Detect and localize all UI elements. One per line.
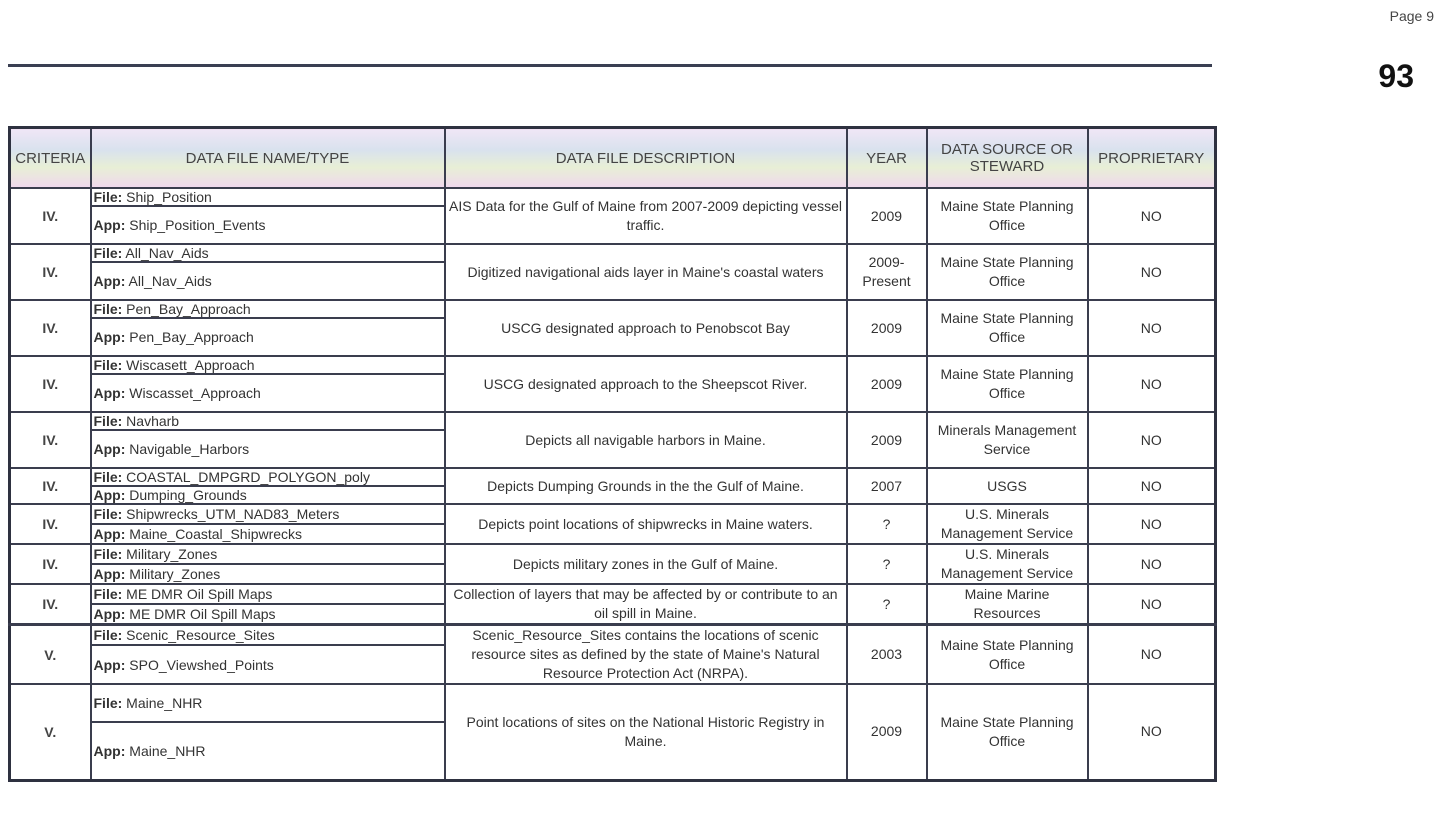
file-name-cell xyxy=(91,625,445,646)
app-name: Maine_NHR xyxy=(129,742,206,759)
app-name-cell xyxy=(91,645,445,684)
description-cell: USCG designated approach to the Sheepscot River. xyxy=(445,356,847,412)
file-prefix: File: xyxy=(93,695,123,711)
app-name-cell xyxy=(91,524,445,544)
app-name: ME DMR Oil Spill Maps xyxy=(129,605,276,622)
app-name-cell xyxy=(91,430,445,468)
file-prefix: File: xyxy=(93,245,123,261)
proprietary-cell: NO xyxy=(1088,468,1216,504)
app-prefix: App: xyxy=(93,217,126,233)
file-prefix: File: xyxy=(93,546,123,562)
file-prefix: File: xyxy=(93,469,123,485)
file-name-cell xyxy=(91,300,445,318)
proprietary-cell: NO xyxy=(1088,625,1216,685)
file-name-cell xyxy=(91,244,445,262)
source-cell: Maine State Planning Office xyxy=(927,300,1088,356)
file-name: Maine_NHR xyxy=(126,695,203,711)
app-name: All_Nav_Aids xyxy=(128,273,212,289)
description-cell: Depicts point locations of shipwrecks in Maine waters. xyxy=(445,504,847,544)
criteria-cell: IV. xyxy=(10,356,91,412)
app-prefix: App: xyxy=(93,441,126,457)
description-cell: AIS Data for the Gulf of Maine from 2007-2009 depicting vessel traffic. xyxy=(445,188,847,244)
description-cell: USCG designated approach to Penobscot Bay xyxy=(445,300,847,356)
source-cell: Maine State Planning Office xyxy=(927,188,1088,244)
file-name: Scenic_Resource_Sites xyxy=(126,627,275,643)
app-name-cell xyxy=(91,722,445,780)
proprietary-cell: NO xyxy=(1088,244,1216,300)
criteria-cell: IV. xyxy=(10,468,91,504)
app-prefix: App: xyxy=(93,385,126,401)
app-name-cell xyxy=(91,374,445,412)
header-rule xyxy=(8,64,1212,67)
table-row xyxy=(10,244,1216,262)
year-cell: ? xyxy=(847,584,927,625)
file-name: COASTAL_DMPGRD_POLYGON_poly xyxy=(126,469,370,485)
file-prefix: File: xyxy=(93,301,123,317)
criteria-cell: IV. xyxy=(10,412,91,468)
app-prefix: App: xyxy=(93,329,126,345)
table-row xyxy=(10,625,1216,646)
source-cell: Maine State Planning Office xyxy=(927,625,1088,685)
table-row xyxy=(10,684,1216,722)
source-cell: Minerals Management Service xyxy=(927,412,1088,468)
file-prefix: File: xyxy=(93,189,123,205)
app-prefix: App: xyxy=(93,656,126,673)
description-cell: Digitized navigational aids layer in Maine's coastal waters xyxy=(445,244,847,300)
header-criteria: CRITERIA xyxy=(10,128,91,189)
header-source: DATA SOURCE OR STEWARD xyxy=(927,128,1088,189)
table-row xyxy=(10,504,1216,524)
table-row xyxy=(10,468,1216,486)
description-cell: Depicts Dumping Grounds in the the Gulf of Maine. xyxy=(445,468,847,504)
criteria-cell: IV. xyxy=(10,584,91,625)
source-cell: U.S. Minerals Management Service xyxy=(927,544,1088,584)
proprietary-cell: NO xyxy=(1088,584,1216,625)
table-row xyxy=(10,412,1216,430)
file-prefix: File: xyxy=(93,357,123,373)
criteria-cell: IV. xyxy=(10,544,91,584)
table-body xyxy=(10,188,1216,780)
file-name-cell xyxy=(91,504,445,524)
data-inventory-table xyxy=(8,126,1217,782)
file-prefix: File: xyxy=(93,585,123,602)
year-cell: 2009 xyxy=(847,300,927,356)
year-cell: 2009 xyxy=(847,356,927,412)
app-name-cell xyxy=(91,486,445,504)
year-cell: 2007 xyxy=(847,468,927,504)
proprietary-cell: NO xyxy=(1088,300,1216,356)
file-name: Pen_Bay_Approach xyxy=(126,301,251,317)
app-name-cell xyxy=(91,318,445,356)
app-prefix: App: xyxy=(93,487,126,503)
file-prefix: File: xyxy=(93,506,123,522)
file-name-cell xyxy=(91,544,445,564)
source-cell: Maine State Planning Office xyxy=(927,356,1088,412)
app-prefix: App: xyxy=(93,526,126,542)
app-prefix: App: xyxy=(93,273,126,289)
proprietary-cell: NO xyxy=(1088,188,1216,244)
header-description: DATA FILE DESCRIPTION xyxy=(445,128,847,189)
criteria-cell: V. xyxy=(10,684,91,780)
source-cell: U.S. Minerals Management Service xyxy=(927,504,1088,544)
app-prefix: App: xyxy=(93,566,126,582)
app-name: Maine_Coastal_Shipwrecks xyxy=(129,526,303,542)
criteria-cell: IV. xyxy=(10,504,91,544)
criteria-cell: IV. xyxy=(10,244,91,300)
app-name-cell xyxy=(91,206,445,244)
file-name: Ship_Position xyxy=(126,189,212,205)
year-cell: 2009 xyxy=(847,188,927,244)
source-cell: Maine State Planning Office xyxy=(927,244,1088,300)
year-cell: 2009-Present xyxy=(847,244,927,300)
file-name-cell xyxy=(91,412,445,430)
page-label: Page 9 xyxy=(1389,8,1434,24)
app-name: SPO_Viewshed_Points xyxy=(129,656,274,673)
header-year: YEAR xyxy=(847,128,927,189)
criteria-cell: IV. xyxy=(10,300,91,356)
app-prefix: App: xyxy=(93,605,126,622)
criteria-cell: IV. xyxy=(10,188,91,244)
app-name: Wiscasset_Approach xyxy=(129,385,261,401)
proprietary-cell: NO xyxy=(1088,684,1216,780)
app-name: Dumping_Grounds xyxy=(129,487,247,503)
year-cell: 2009 xyxy=(847,412,927,468)
table-row xyxy=(10,584,1216,604)
table-header-row xyxy=(10,128,1216,189)
table-row xyxy=(10,300,1216,318)
proprietary-cell: NO xyxy=(1088,412,1216,468)
source-cell: USGS xyxy=(927,468,1088,504)
app-name: Military_Zones xyxy=(129,566,221,582)
file-name: Wiscasett_Approach xyxy=(126,357,255,373)
description-cell: Scenic_Resource_Sites contains the locations of scenic resource sites as defined by the state of Maine's Natural Resource Protection Act (NRPA). xyxy=(445,625,847,685)
app-name: Navigable_Harbors xyxy=(129,441,250,457)
year-cell: ? xyxy=(847,544,927,584)
file-name: All_Nav_Aids xyxy=(125,245,209,261)
file-name: ME DMR Oil Spill Maps xyxy=(126,585,273,602)
year-cell: ? xyxy=(847,504,927,544)
source-cell: Maine Marine Resources xyxy=(927,584,1088,625)
description-cell: Point locations of sites on the National Historic Registry in Maine. xyxy=(445,684,847,780)
app-name: Ship_Position_Events xyxy=(129,217,266,233)
description-cell: Depicts military zones in the Gulf of Maine. xyxy=(445,544,847,584)
table-row xyxy=(10,188,1216,206)
year-cell: 2009 xyxy=(847,684,927,780)
criteria-cell: V. xyxy=(10,625,91,685)
file-prefix: File: xyxy=(93,627,123,643)
table-row xyxy=(10,356,1216,374)
file-prefix: File: xyxy=(93,413,123,429)
proprietary-cell: NO xyxy=(1088,504,1216,544)
app-name-cell xyxy=(91,604,445,625)
file-name-cell xyxy=(91,188,445,206)
file-name-cell xyxy=(91,584,445,604)
file-name: Military_Zones xyxy=(126,546,218,562)
description-cell: Depicts all navigable harbors in Maine. xyxy=(445,412,847,468)
file-name: Shipwrecks_UTM_NAD83_Meters xyxy=(126,506,340,522)
file-name-cell xyxy=(91,468,445,486)
header-proprietary: PROPRIETARY xyxy=(1088,128,1216,189)
file-name: Navharb xyxy=(126,413,180,429)
table-row xyxy=(10,544,1216,564)
header-file-name: DATA FILE NAME/TYPE xyxy=(91,128,445,189)
app-name-cell xyxy=(91,262,445,300)
app-name-cell xyxy=(91,564,445,584)
source-cell: Maine State Planning Office xyxy=(927,684,1088,780)
file-name-cell xyxy=(91,356,445,374)
app-prefix: App: xyxy=(93,742,126,759)
description-cell: Collection of layers that may be affected by or contribute to an oil spill in Maine. xyxy=(445,584,847,625)
page-number: 93 xyxy=(1378,58,1414,94)
app-name: Pen_Bay_Approach xyxy=(129,329,254,345)
proprietary-cell: NO xyxy=(1088,356,1216,412)
proprietary-cell: NO xyxy=(1088,544,1216,584)
year-cell: 2003 xyxy=(847,625,927,685)
file-name-cell xyxy=(91,684,445,722)
